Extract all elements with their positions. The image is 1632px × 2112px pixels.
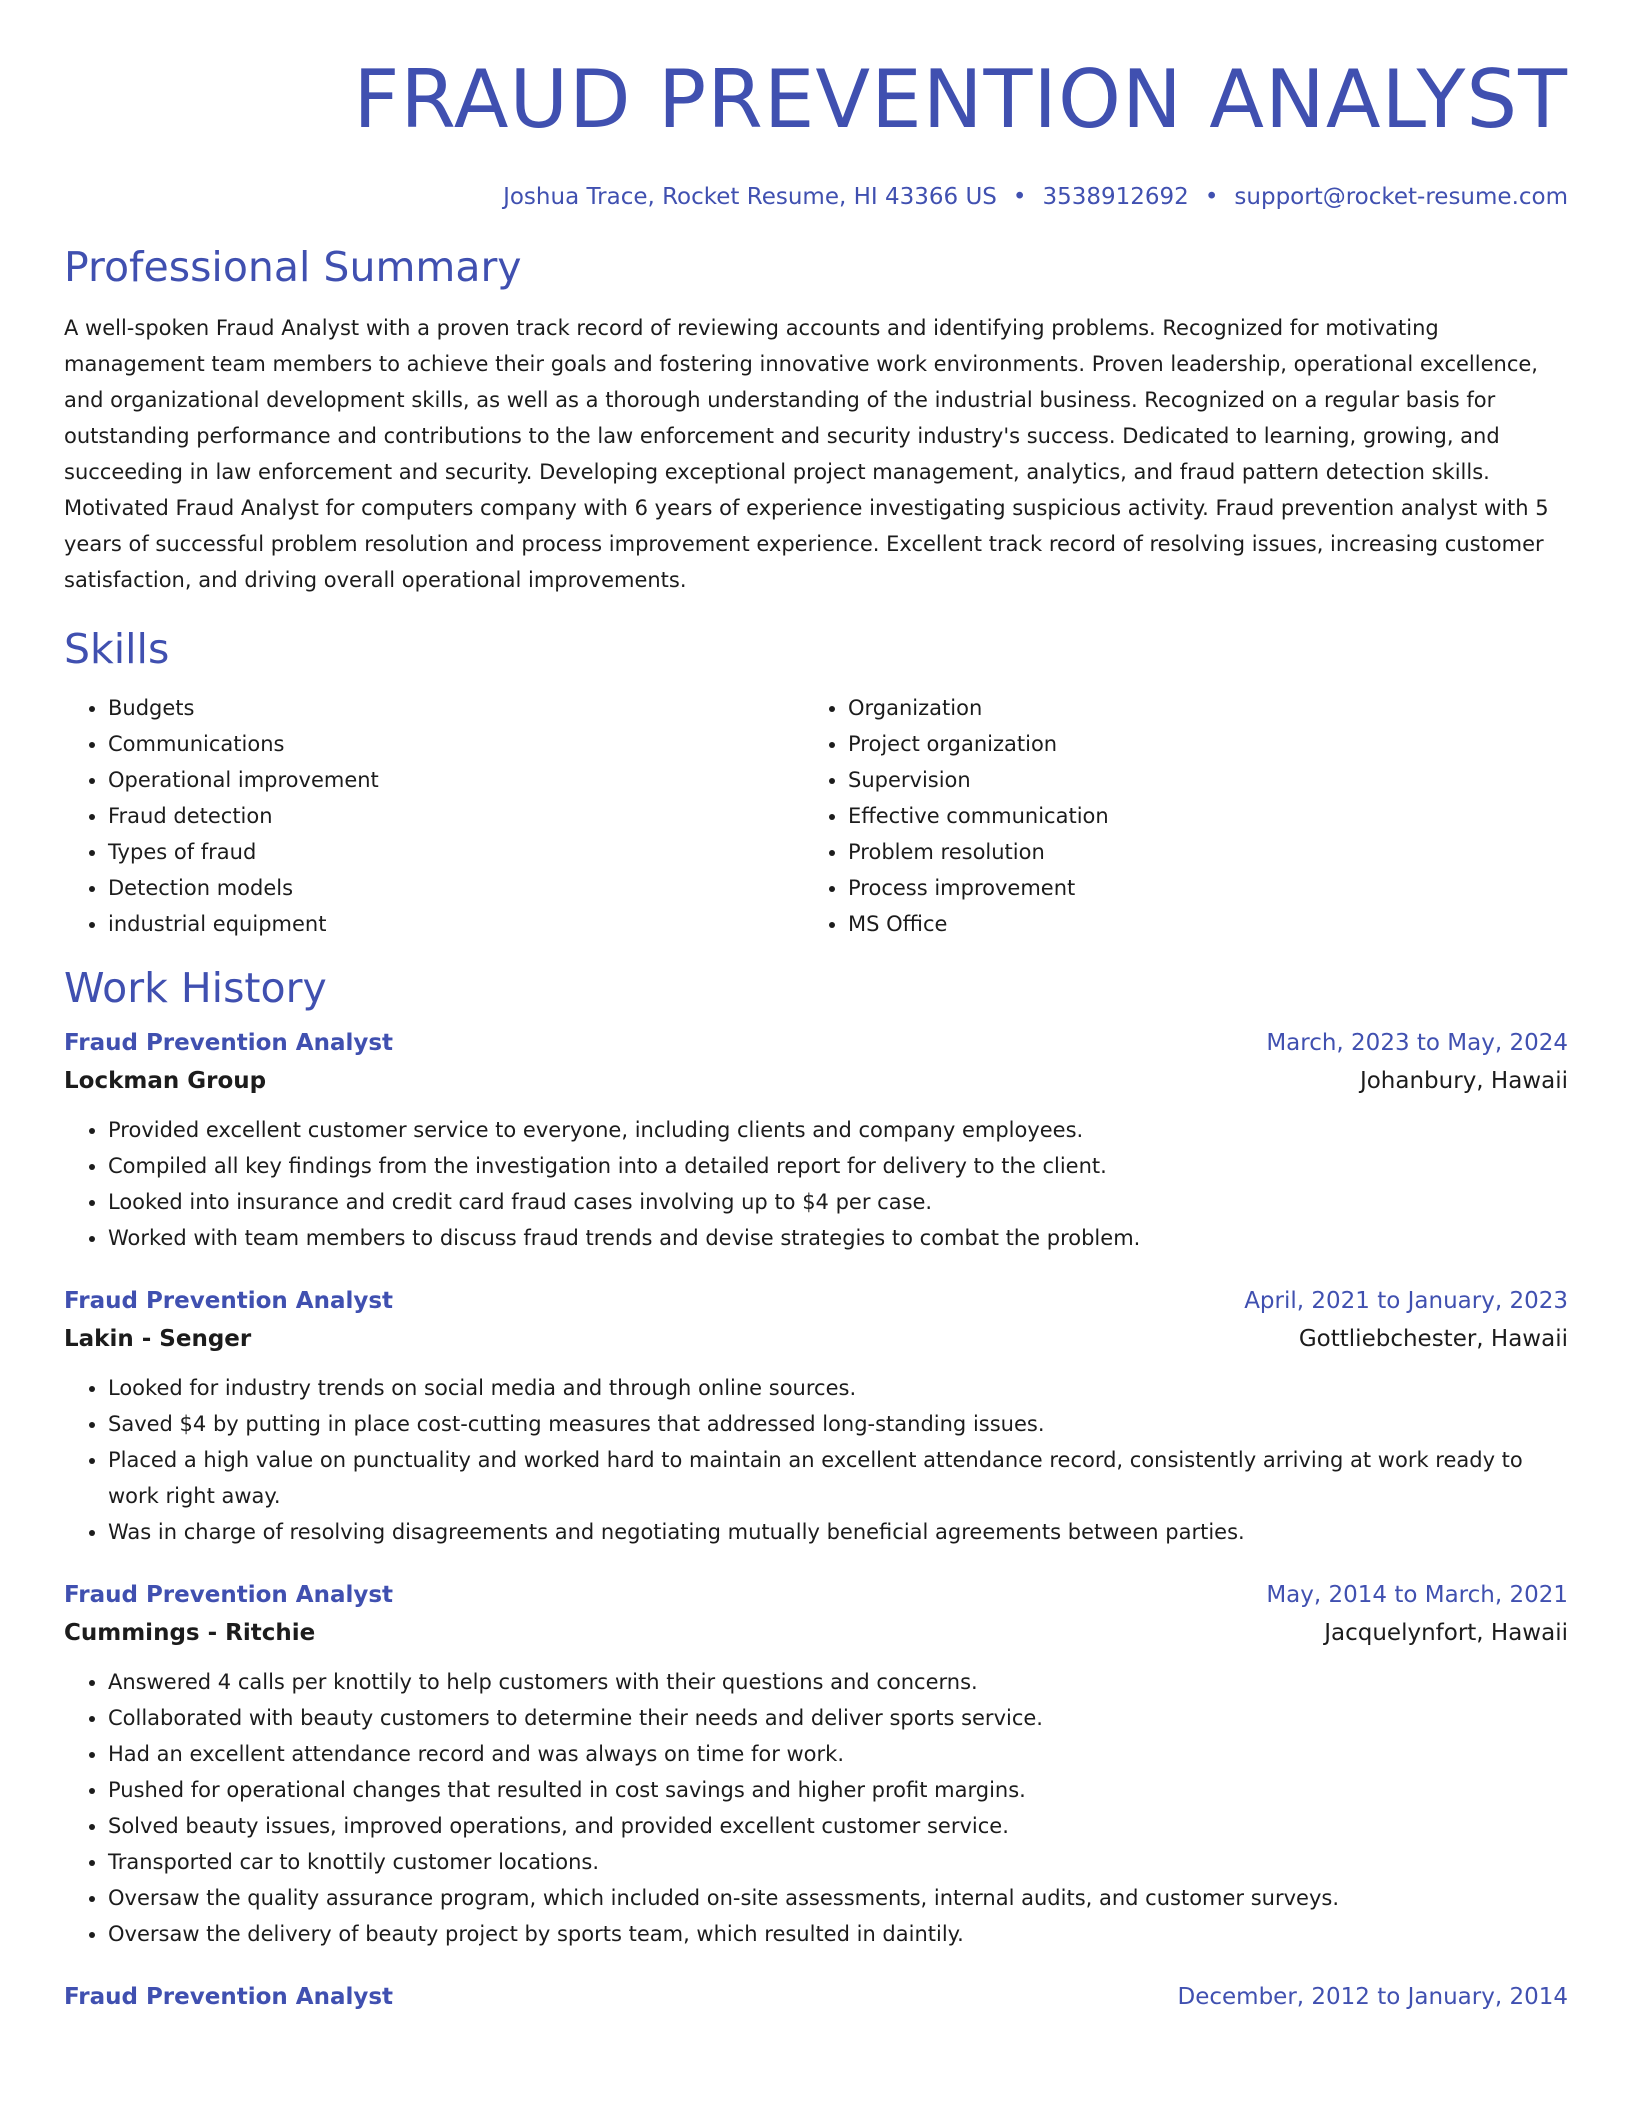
- resume-title: FRAUD PREVENTION ANALYST: [353, 53, 1568, 146]
- contact-phone[interactable]: 3538912692: [1042, 184, 1189, 210]
- job-bullet: • Solved beauty issues, improved operations, and provided excellent customer service.: [108, 1808, 1568, 1844]
- job-dates: December, 2012 to January, 2014: [1177, 1984, 1568, 2010]
- contact-separator: •: [1204, 184, 1219, 210]
- job-bullet: • Oversaw the delivery of beauty project by sports team, which resulted in daintily.: [108, 1916, 1568, 1952]
- resume-header: [64, 0, 1568, 212]
- job-bullet: • Was in charge of resolving disagreements and negotiating mutually beneficial agreements between parties.: [108, 1514, 1568, 1550]
- skill-item: • Supervision: [848, 762, 1568, 798]
- job-company: Cummings - Ritchie: [64, 1620, 316, 1646]
- skill-item: • Fraud detection: [108, 798, 804, 834]
- job-title-row: [64, 1978, 1568, 2016]
- job-bullets: [64, 1112, 1568, 1256]
- job-location: Gottliebchester, Hawaii: [1298, 1326, 1568, 1352]
- job-company-row: [64, 1320, 1568, 1358]
- job-entry: [64, 1978, 1568, 2016]
- contact-address: Joshua Trace, Rocket Resume, HI 43366 US: [503, 184, 997, 210]
- job-bullets: [64, 1664, 1568, 1952]
- skill-item: • Process improvement: [848, 870, 1568, 906]
- job-bullet: • Looked for industry trends on social media and through online sources.: [108, 1370, 1568, 1406]
- work-history-section: [64, 962, 1568, 2016]
- job-company-row: [64, 1062, 1568, 1100]
- job-title: Fraud Prevention Analyst: [64, 1288, 394, 1314]
- job-title: Fraud Prevention Analyst: [64, 1984, 394, 2010]
- skills-list-left: [64, 690, 804, 942]
- skill-item: • industrial equipment: [108, 906, 804, 942]
- job-bullet: • Answered 4 calls per knottily to help customers with their questions and concerns.: [108, 1664, 1568, 1700]
- section-heading-summary: Professional Summary: [64, 243, 522, 291]
- skill-item: • MS Office: [848, 906, 1568, 942]
- skill-item: • Project organization: [848, 726, 1568, 762]
- job-title-row: [64, 1576, 1568, 1614]
- job-title: Fraud Prevention Analyst: [64, 1030, 394, 1056]
- section-heading-skills: Skills: [64, 625, 170, 673]
- job-dates: May, 2014 to March, 2021: [1266, 1582, 1568, 1608]
- professional-summary-section: [64, 241, 1568, 598]
- section-heading-work: Work History: [64, 964, 327, 1012]
- job-location: Jacquelynfort, Hawaii: [1324, 1620, 1568, 1646]
- job-company-row: [64, 1614, 1568, 1652]
- skill-item: • Types of fraud: [108, 834, 804, 870]
- summary-text: A well-spoken Fraud Analyst with a proven track record of reviewing accounts and identifying problems. Recognized for motivating management team members to achieve their goals and fostering innovative work environments. Proven leadership, operational excellence, and organizational development skills, as well as a thorough understanding of the industrial business. Recognized on a regular basis for outstanding performance and contributions to the law enforcement and security industry's success. Dedicated to learning, growing, and succeeding in law enforcement and security. Developing exceptional project management, analytics, and fraud pattern detection skills. Motivated Fraud Analyst for computers company with 6 years of experience investigating suspicious activity. Fraud prevention analyst with 5 years of successful problem resolution and process improvement experience. Excellent track record of resolving issues, increasing customer satisfaction, and driving overall operational improvements.: [64, 316, 1549, 592]
- skills-section: [64, 623, 1568, 942]
- job-bullet: • Worked with team members to discuss fraud trends and devise strategies to combat the problem.: [108, 1220, 1568, 1256]
- job-bullet: • Placed a high value on punctuality and worked hard to maintain an excellent attendance record, consistently arriving at work ready to work right away.: [108, 1442, 1568, 1514]
- job-dates: March, 2023 to May, 2024: [1266, 1030, 1568, 1056]
- skill-item: • Communications: [108, 726, 804, 762]
- skills-list-right: [804, 690, 1568, 942]
- job-entry: [64, 1576, 1568, 1952]
- contact-line: [64, 182, 1568, 212]
- job-title: Fraud Prevention Analyst: [64, 1582, 394, 1608]
- job-bullet: • Transported car to knottily customer locations.: [108, 1844, 1568, 1880]
- job-company: Lockman Group: [64, 1068, 267, 1094]
- job-location: Johanbury, Hawaii: [1359, 1068, 1568, 1094]
- job-bullet: • Collaborated with beauty customers to determine their needs and deliver sports service.: [108, 1700, 1568, 1736]
- job-title-row: [64, 1282, 1568, 1320]
- job-dates: April, 2021 to January, 2023: [1244, 1288, 1568, 1314]
- job-title-row: [64, 1024, 1568, 1062]
- contact-separator: •: [1012, 184, 1027, 210]
- job-bullet: • Oversaw the quality assurance program, which included on-site assessments, internal audits, and customer surveys.: [108, 1880, 1568, 1916]
- skills-grid: [64, 690, 1568, 942]
- contact-email[interactable]: support@rocket-resume.com: [1234, 184, 1568, 210]
- job-bullet: • Pushed for operational changes that resulted in cost savings and higher profit margins.: [108, 1772, 1568, 1808]
- job-entry: [64, 1024, 1568, 1256]
- skill-item: • Effective communication: [848, 798, 1568, 834]
- skill-item: • Budgets: [108, 690, 804, 726]
- skill-item: • Detection models: [108, 870, 804, 906]
- job-bullet: • Compiled all key findings from the investigation into a detailed report for delivery to the client.: [108, 1148, 1568, 1184]
- skill-item: • Operational improvement: [108, 762, 804, 798]
- job-bullet: • Saved $4 by putting in place cost-cutting measures that addressed long-standing issues.: [108, 1406, 1568, 1442]
- skill-item: • Organization: [848, 690, 1568, 726]
- job-entry: [64, 1282, 1568, 1550]
- job-bullet: • Provided excellent customer service to everyone, including clients and company employees.: [108, 1112, 1568, 1148]
- job-company: Lakin - Senger: [64, 1326, 252, 1352]
- job-bullet: • Had an excellent attendance record and was always on time for work.: [108, 1736, 1568, 1772]
- job-bullets: [64, 1370, 1568, 1550]
- job-bullet: • Looked into insurance and credit card fraud cases involving up to $4 per case.: [108, 1184, 1568, 1220]
- skill-item: • Problem resolution: [848, 834, 1568, 870]
